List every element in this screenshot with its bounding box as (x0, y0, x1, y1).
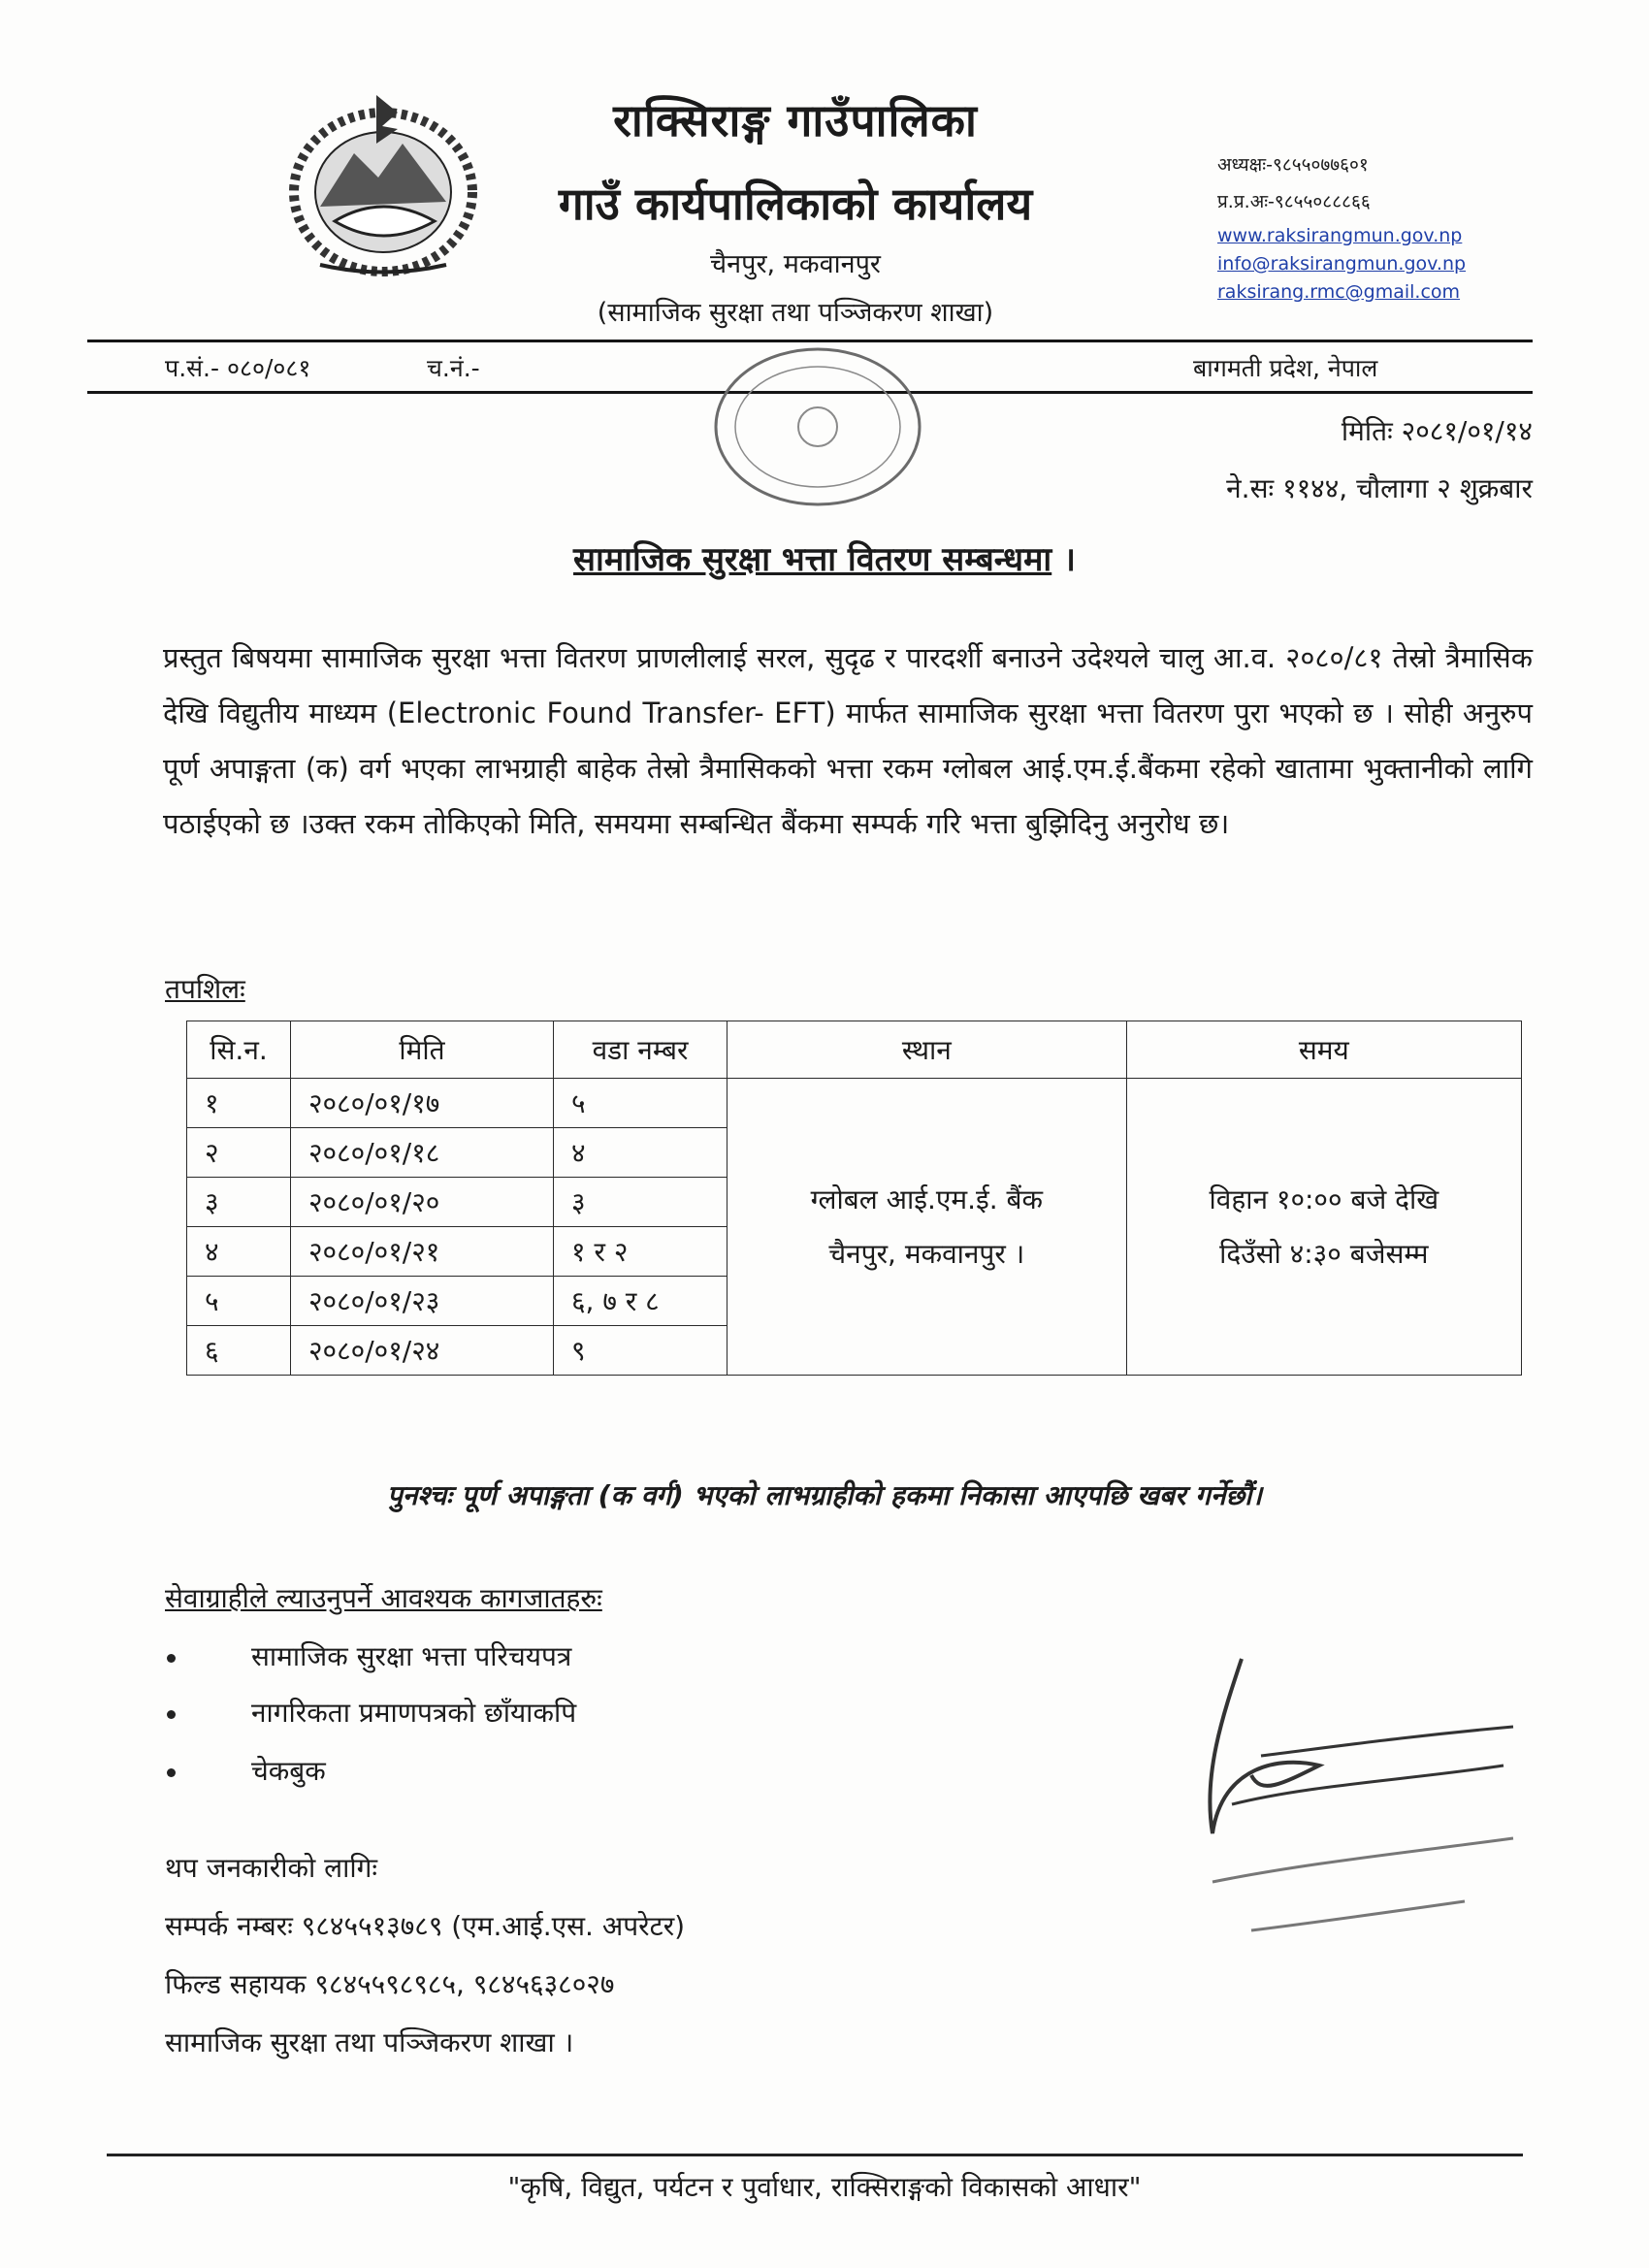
list-item (167, 1694, 576, 1731)
letter-date: मितिः २०८१/०१/१४ (1341, 415, 1533, 447)
serial-cell: ५ (187, 1277, 291, 1326)
date-cell: २०८०/०१/२१ (291, 1227, 554, 1277)
required-documents-heading: सेवाग्राहीले ल्याउनुपर्ने आवश्यक कागजातहरुः (165, 1582, 602, 1614)
date-cell: २०८०/०१/२० (291, 1178, 554, 1227)
subject-danda: । (1063, 540, 1076, 579)
serial-cell: १ (187, 1079, 291, 1128)
nepal-emblem-icon (262, 85, 504, 279)
column-header-serial: सि.न. (187, 1021, 291, 1079)
ward-cell: ४ (554, 1128, 728, 1178)
reference-number: प.सं.- ०८०/०८१ (165, 354, 311, 382)
letter-body: प्रस्तुत बिषयमा सामाजिक सुरक्षा भत्ता वितरण प्राणलीलाई सरल, सुदृढ र पारदर्शी बनाउने उदेश्यले चालु आ.व. २०८०/८१ तेस्रो त्रैमासिक देखि विद्युतीय माध्यम (Electronic Found Transfer- EFT) मार्फत सामाजिक सुरक्षा भत्ता वितरण पुरा भएको छ । सोही अनुरुप पूर्ण अपाङ्गता (क) वर्ग भएका लाभग्राही बाहेक तेस्रो त्रैमासिकको भत्ता रकम ग्लोबल आई.एम.ई.बैंकमा रहेको खातामा भुक्तानीको लागि पठाईएको छ ।उक्त रकम तोकिएको मिति, समयमा सम्बन्धित बैंकमा सम्पर्क गरि भत्ता बुझिदिनु अनुरोध छ। (163, 641, 1533, 840)
serial-cell: ३ (187, 1178, 291, 1227)
ward-cell: १ र २ (554, 1227, 728, 1277)
office-location: चैनपुर, मकवानपुर (710, 249, 881, 279)
ward-cell: ३ (554, 1178, 728, 1227)
subject-text: सामाजिक सुरक्षा भत्ता वितरण सम्बन्धमा (573, 540, 1052, 579)
contact-number: सम्पर्क नम्बरः ९८४५५१३७८९ (एम.आई.एस. अपरेटर) (165, 1910, 686, 1942)
ward-cell: ६, ७ र ८ (554, 1277, 728, 1326)
column-header-date: मिति (291, 1021, 554, 1079)
ward-cell: ५ (554, 1079, 728, 1128)
list-item-label: सामाजिक सुरक्षा भत्ता परिचयपत्र (251, 1640, 572, 1672)
time-cell (1126, 1079, 1521, 1376)
office-stamp-icon (706, 340, 929, 514)
org-name: राक्सिराङ्ग गाउँपालिका (613, 94, 978, 146)
postscript-note: पुनश्चः पूर्ण अपाङ्गता (क वर्ग) भएको लाभग्राहीको हकमा निकासा आएपछि खबर गर्नेछौं। (387, 1479, 1262, 1511)
email-link-info[interactable]: info@raksirangmun.gov.np (1217, 253, 1467, 275)
location-cell (728, 1079, 1127, 1376)
time-line: विहान १०:०० बजे देखि (1209, 1183, 1439, 1215)
date-cell: २०८०/०१/१८ (291, 1128, 554, 1178)
bullet-icon (167, 1710, 176, 1719)
footer-rule (107, 2154, 1523, 2156)
field-assistant-number: फिल्ड सहायक ९८४५५९८९८५, ९८४५६३८०२७ (165, 1968, 615, 2000)
section-signoff: सामाजिक सुरक्षा तथा पञ्जिकरण शाखा । (165, 2026, 574, 2058)
list-item (167, 1752, 326, 1789)
office-name: गाउँ कार्यपालिकाको कार्यालय (558, 178, 1033, 230)
letter-subject (0, 535, 1649, 580)
bullet-icon (167, 1768, 176, 1777)
column-header-time: समय (1126, 1021, 1521, 1079)
serial-cell: ६ (187, 1326, 291, 1376)
distribution-schedule-table (186, 1021, 1522, 1376)
serial-cell: ४ (187, 1227, 291, 1277)
table-row (187, 1079, 1522, 1128)
location-line: ग्लोबल आई.एम.ई. बैंक (810, 1183, 1044, 1215)
list-item-label: नागरिकता प्रमाणपत्रको छाँयाकपि (251, 1697, 577, 1729)
column-header-ward: वडा नम्बर (554, 1021, 728, 1079)
date-cell: २०८०/०१/१७ (291, 1079, 554, 1128)
more-info-heading: थप जनकारीको लागिः (165, 1852, 378, 1884)
column-header-location: स्थान (728, 1021, 1127, 1079)
dispatch-number: च.नं.- (427, 354, 480, 382)
list-item (167, 1637, 571, 1674)
table-header-row (187, 1021, 1522, 1079)
contact-chair: अध्यक्षः-९८५५०७७६०१ (1217, 154, 1369, 176)
schedule-label: तपशिलः (165, 973, 245, 1005)
serial-cell: २ (187, 1128, 291, 1178)
website-link[interactable]: www.raksirangmun.gov.np (1217, 225, 1463, 246)
footer-slogan: "कृषि, विद्युत, पर्यटन र पुर्वाधार, राक्सिराङ्गको विकासको आधार" (507, 2171, 1142, 2203)
nepal-sambat-date: ने.सः ११४४, चौलागा २ शुक्रबार (1226, 472, 1533, 504)
section-name: (सामाजिक सुरक्षा तथा पञ्जिकरण शाखा) (597, 298, 994, 328)
contact-cao: प्र.प्र.अः-९८५५०८८८६६ (1217, 191, 1371, 212)
location-line: चैनपुर, मकवानपुर । (828, 1237, 1025, 1270)
list-item-label: चेकबुक (251, 1755, 326, 1787)
bullet-icon (167, 1654, 176, 1663)
email-link-gmail[interactable]: raksirang.rmc@gmail.com (1217, 281, 1461, 303)
date-cell: २०८०/०१/२४ (291, 1326, 554, 1376)
province-name: बागमती प्रदेश, नेपाल (1193, 354, 1378, 382)
ward-cell: ९ (554, 1326, 728, 1376)
time-line: दिउँसो ४:३० बजेसम्म (1219, 1237, 1429, 1270)
signature-image (1164, 1639, 1533, 1960)
date-cell: २०८०/०१/२३ (291, 1277, 554, 1326)
